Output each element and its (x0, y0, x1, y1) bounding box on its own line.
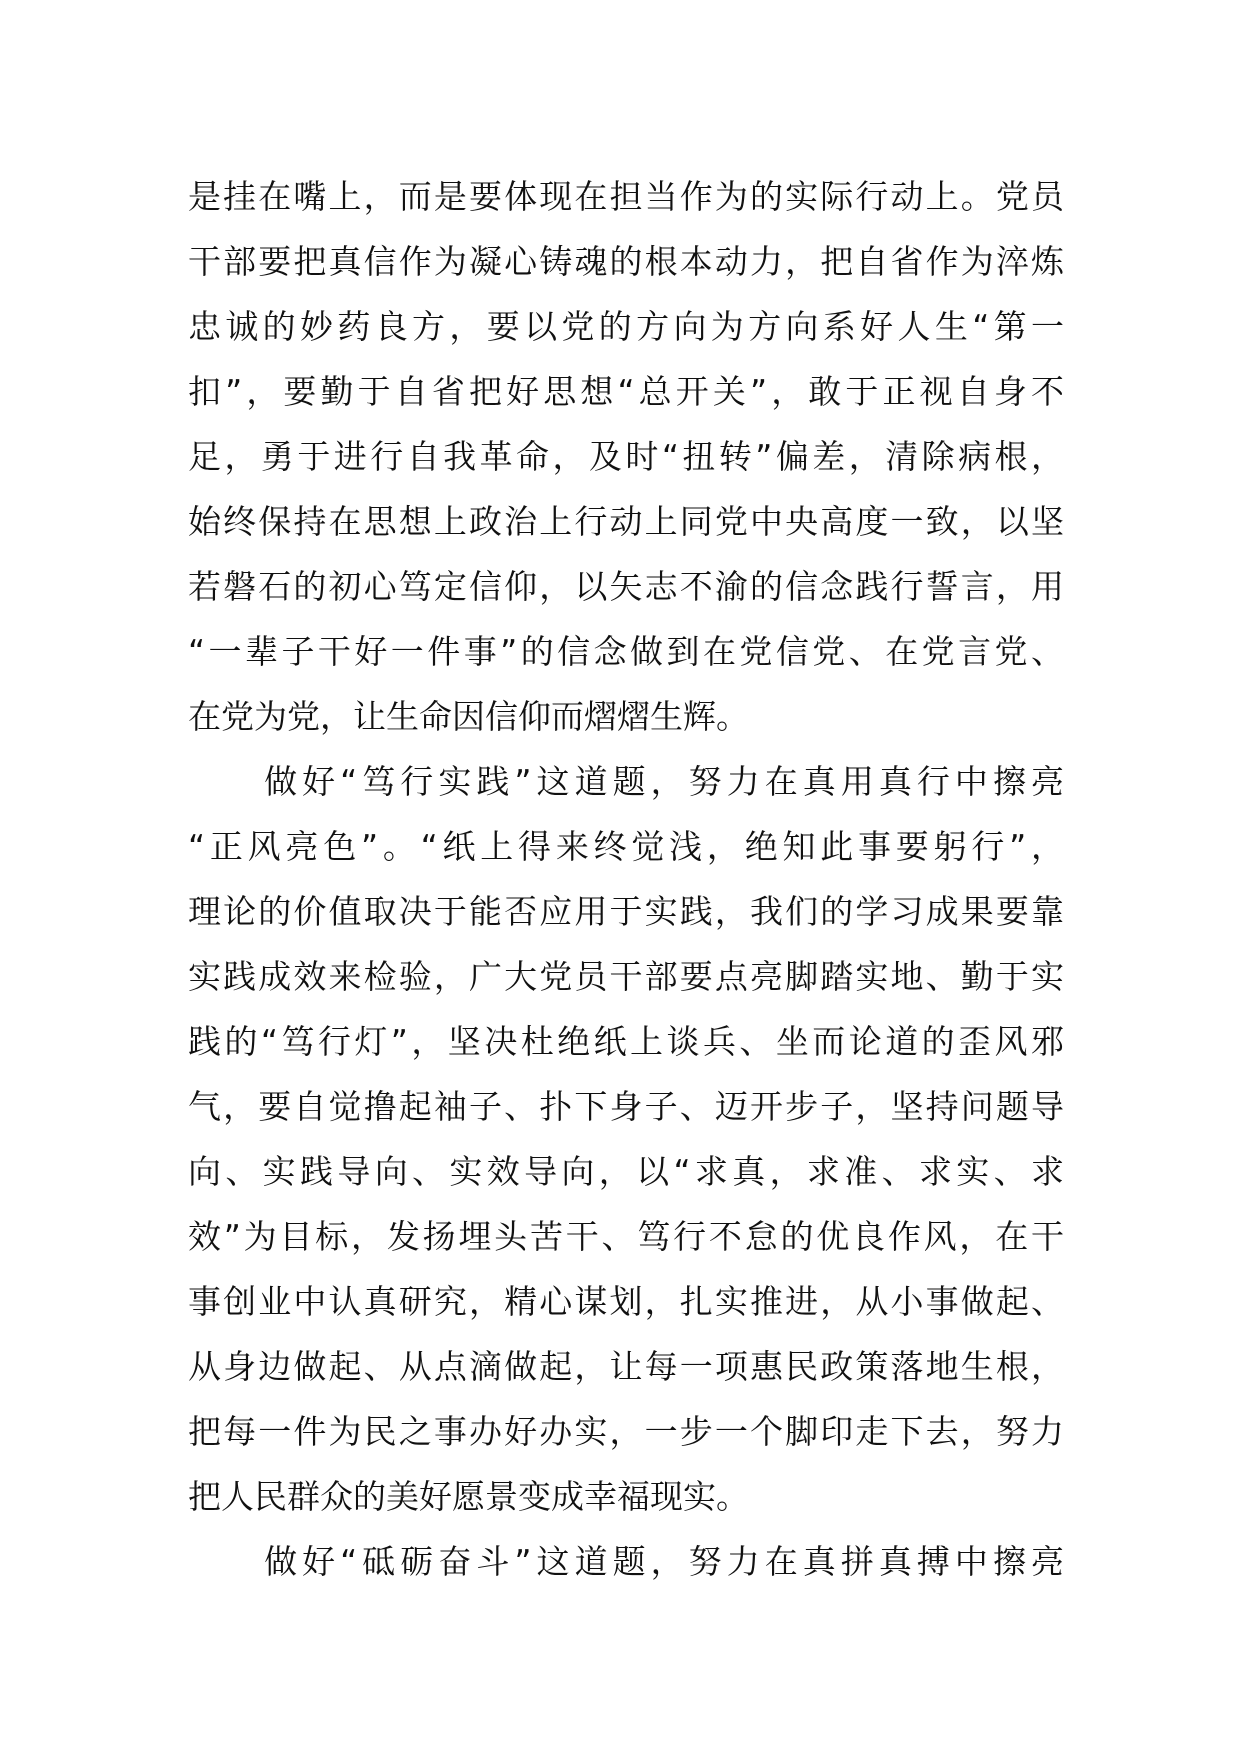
paragraph-end-line: 把人民群众的美好愿景变成幸福现实。 (188, 1477, 749, 1516)
text-line: 气，要自觉撸起袖子、扑下身子、迈开步子，坚持问题导 (188, 1087, 1064, 1126)
text-line: 理论的价值取决于能否应用于实践，我们的学习成果要靠 (188, 892, 1064, 931)
text-line: 足，勇于进行自我革命，及时“扭转”偏差，清除病根， (188, 437, 1064, 476)
text-line: 效”为目标，发扬埋头苦干、笃行不怠的优良作风，在干 (188, 1217, 1064, 1256)
text-line: 把每一件为民之事办好办实，一步一个脚印走下去，努力 (188, 1412, 1064, 1451)
text-line: 干部要把真信作为凝心铸魂的根本动力，把自省作为淬炼 (188, 242, 1064, 281)
text-line: 扣”，要勤于自省把好思想“总开关”，敢于正视自身不 (188, 372, 1064, 411)
body-text (188, 164, 1064, 1594)
text-line: 始终保持在思想上政治上行动上同党中央高度一致，以坚 (188, 502, 1064, 541)
paragraph-end-line: 在党为党，让生命因信仰而熠熠生辉。 (188, 697, 749, 736)
text-line: “正风亮色”。“纸上得来终觉浅，绝知此事要躬行”， (188, 827, 1064, 866)
text-line: 从身边做起、从点滴做起，让每一项惠民政策落地生根， (188, 1347, 1064, 1386)
text-line: 忠诚的妙药良方，要以党的方向为方向系好人生“第一 (188, 307, 1064, 346)
text-line: 若磐石的初心笃定信仰，以矢志不渝的信念践行誓言，用 (188, 567, 1064, 606)
paragraph-start-line: 做好“笃行实践”这道题，努力在真用真行中擦亮 (188, 762, 1064, 801)
paragraph-start-line: 做好“砥砺奋斗”这道题，努力在真拼真搏中擦亮 (188, 1542, 1064, 1581)
text-line: 践的“笃行灯”，坚决杜绝纸上谈兵、坐而论道的歪风邪 (188, 1022, 1064, 1061)
text-line: 事创业中认真研究，精心谋划，扎实推进，从小事做起、 (188, 1282, 1064, 1321)
text-line: “一辈子干好一件事”的信念做到在党信党、在党言党、 (188, 632, 1064, 671)
text-line: 实践成效来检验，广大党员干部要点亮脚踏实地、勤于实 (188, 957, 1064, 996)
text-line: 是挂在嘴上，而是要体现在担当作为的实际行动上。党员 (188, 177, 1064, 216)
text-line: 向、实践导向、实效导向，以“求真，求准、求实、求 (188, 1152, 1064, 1191)
